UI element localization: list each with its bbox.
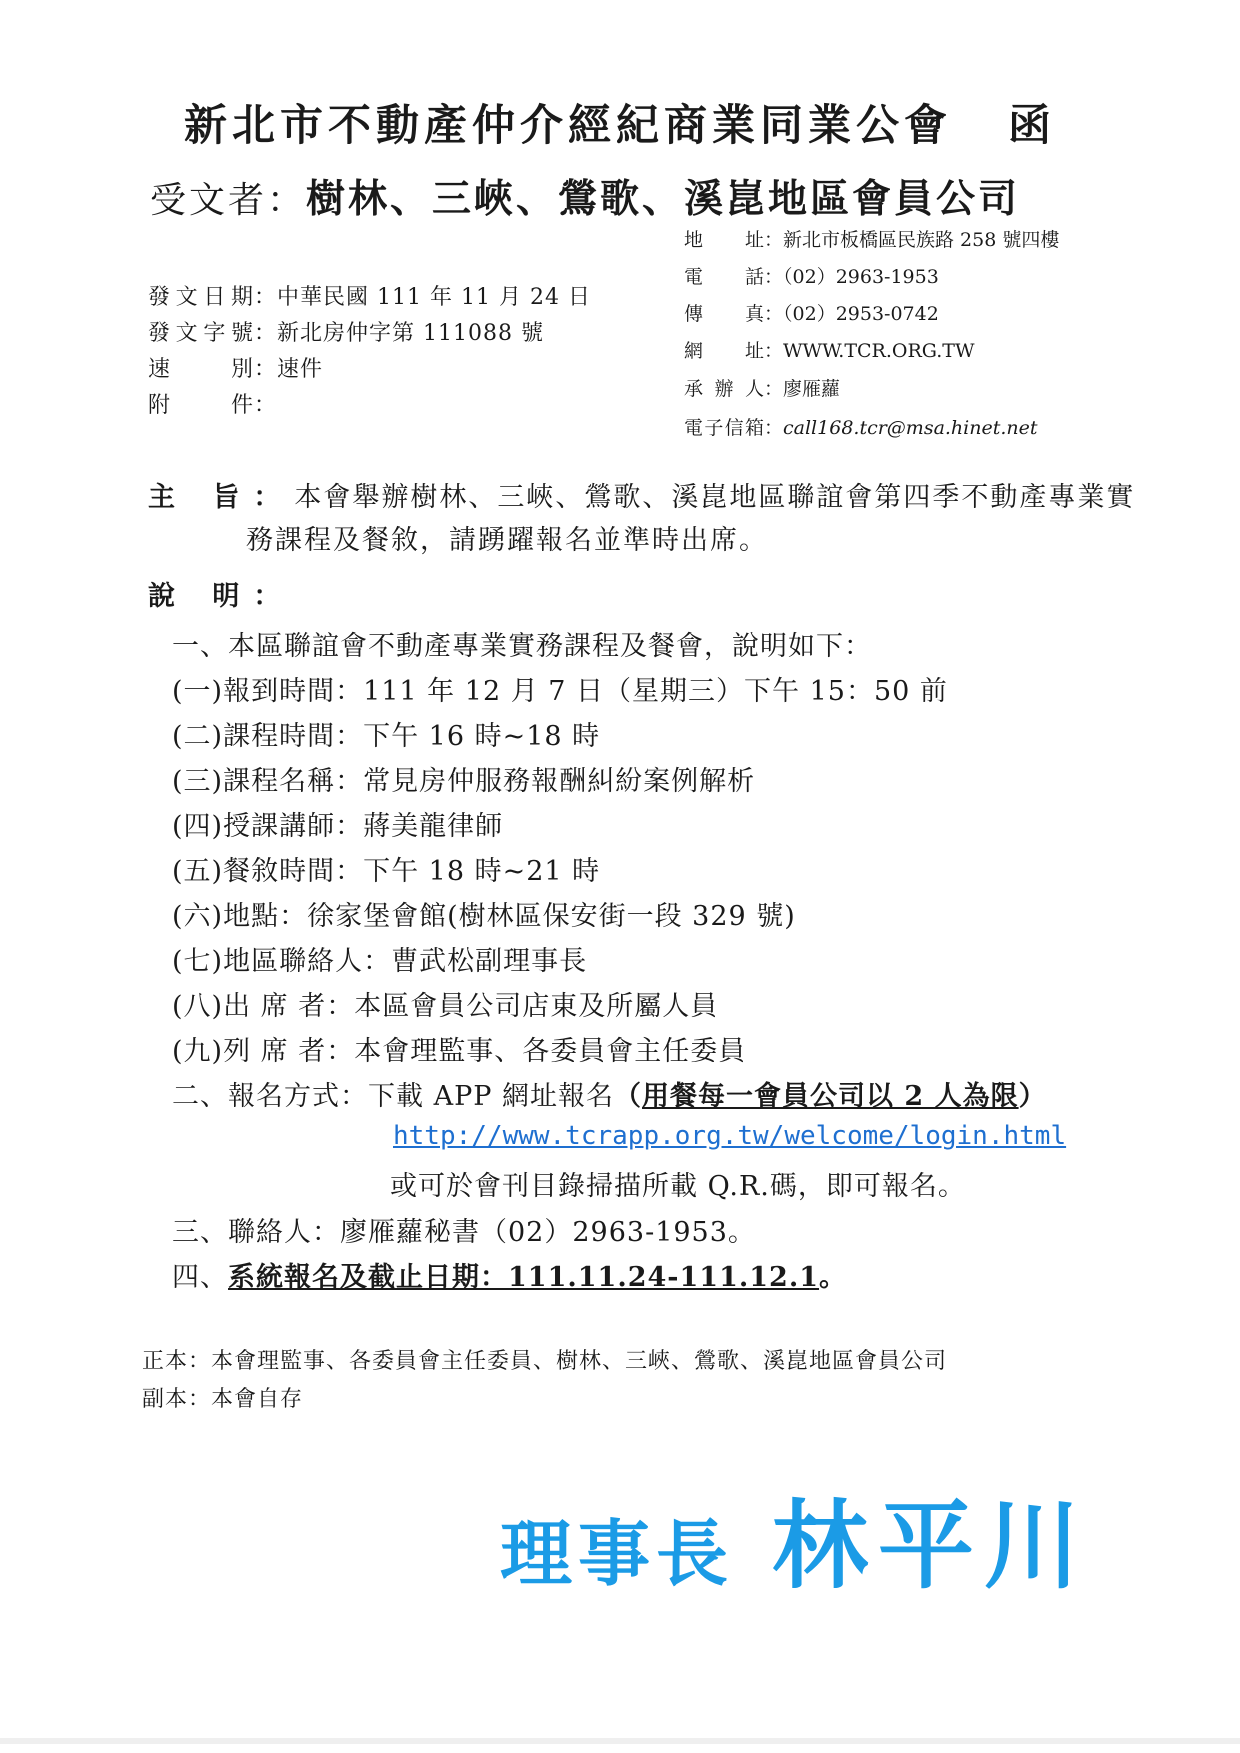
explain-sub-4: (四)授課講師：蔣美龍律師 (172, 811, 504, 842)
recipient-label: 受文者： (150, 180, 307, 221)
explain-sub-7: (七)地區聯絡人：曹武松副理事長 (172, 946, 588, 977)
copies-original: 正本：本會理監事、各委員會主任委員、樹林、三峽、鶯歌、溪崑地區會員公司 (142, 1349, 948, 1374)
subject-line-2: 務課程及餐敘，請踴躍報名並準時出席。 (246, 525, 768, 556)
explain-sub-3: (三)課程名稱：常見房仲服務報酬糾紛案例解析 (172, 766, 756, 797)
contact-phone: 電 話：（02）2963-1953 (684, 266, 939, 288)
explain-sub-6: (六)地點：徐家堡會館(樹林區保安街一段 329 號) (172, 901, 796, 932)
signature-title: 理事長 (500, 1512, 735, 1596)
issue-number: 發文字號：新北房仲字第 111088 號 (148, 321, 544, 346)
org-name: 新北市不動產仲介經紀商業同業公會 (184, 101, 952, 151)
subject-line-1: 本會舉辦樹林、三峽、鶯歌、溪崑地區聯誼會第四季不動產專業實 (294, 482, 1136, 513)
explain-item-1: 一、本區聯誼會不動產專業實務課程及餐會，說明如下： (172, 631, 872, 662)
registration-link[interactable]: http://www.tcrapp.org.tw/welcome/login.html (393, 1121, 1067, 1151)
signature-name: 林平川 (772, 1490, 1091, 1602)
subject (148, 478, 1135, 518)
explain-sub-5: (五)餐敘時間：下午 18 時~21 時 (172, 856, 601, 887)
registration-limit: 用餐每一會員公司以 2 人為限 (642, 1081, 1019, 1112)
recipient-line (150, 168, 1020, 224)
explain-heading: 說 明： (148, 581, 295, 612)
explain-sub-1: (一)報到時間：111 年 12 月 7 日（星期三）下午 15：50 前 (172, 676, 948, 707)
issue-date: 發文日期：中華民國 111 年 11 月 24 日 (148, 285, 591, 310)
contact-email: 電子信箱：call168.tcr@msa.hinet.net (684, 417, 1038, 439)
issue-attachment: 附 件： (148, 393, 278, 418)
deadline: 系統報名及截止日期：111.11.24-111.12.1 (228, 1262, 820, 1293)
contact-handler: 承 辦 人：廖雁蘿 (684, 378, 841, 400)
doc-type: 函 (1008, 101, 1056, 151)
explain-sub-2: (二)課程時間：下午 16 時~18 時 (172, 721, 601, 752)
issue-speed: 速 別：速件 (148, 357, 324, 382)
document-title (0, 92, 1240, 153)
explain-item-3: 三、聯絡人：廖雁蘿秘書（02）2963-1953。 (172, 1217, 756, 1248)
recipient-value: 樹林、三峽、鶯歌、溪崑地區會員公司 (306, 176, 1021, 222)
copies-duplicate: 副本：本會自存 (142, 1387, 304, 1412)
subject-label: 主 旨： (148, 482, 295, 513)
registration-method: 二、報名方式：下載 APP 網址報名 (172, 1081, 614, 1112)
contact-website: 網 址：WWW.TCR.ORG.TW (684, 340, 975, 362)
registration-qr-note: 或可於會刊目錄掃描所載 Q.R.碼，即可報名。 (390, 1171, 966, 1202)
explain-item-4: 四、系統報名及截止日期：111.11.24-111.12.1。 (172, 1262, 848, 1293)
explain-item-2: 二、報名方式：下載 APP 網址報名（用餐每一會員公司以 2 人為限） (172, 1081, 1047, 1112)
registration-link-row (393, 1120, 1066, 1151)
contact-fax: 傳 真：（02）2953-0742 (684, 303, 939, 325)
signature-stamp (500, 1470, 1090, 1607)
scan-edge (0, 1738, 1240, 1744)
explain-sub-8: (八)出 席 者：本區會員公司店東及所屬人員 (172, 991, 719, 1022)
explain-sub-9: (九)列 席 者：本會理監事、各委員會主任委員 (172, 1036, 747, 1067)
contact-address: 地 址：新北市板橋區民族路 258 號四樓 (684, 229, 1060, 251)
